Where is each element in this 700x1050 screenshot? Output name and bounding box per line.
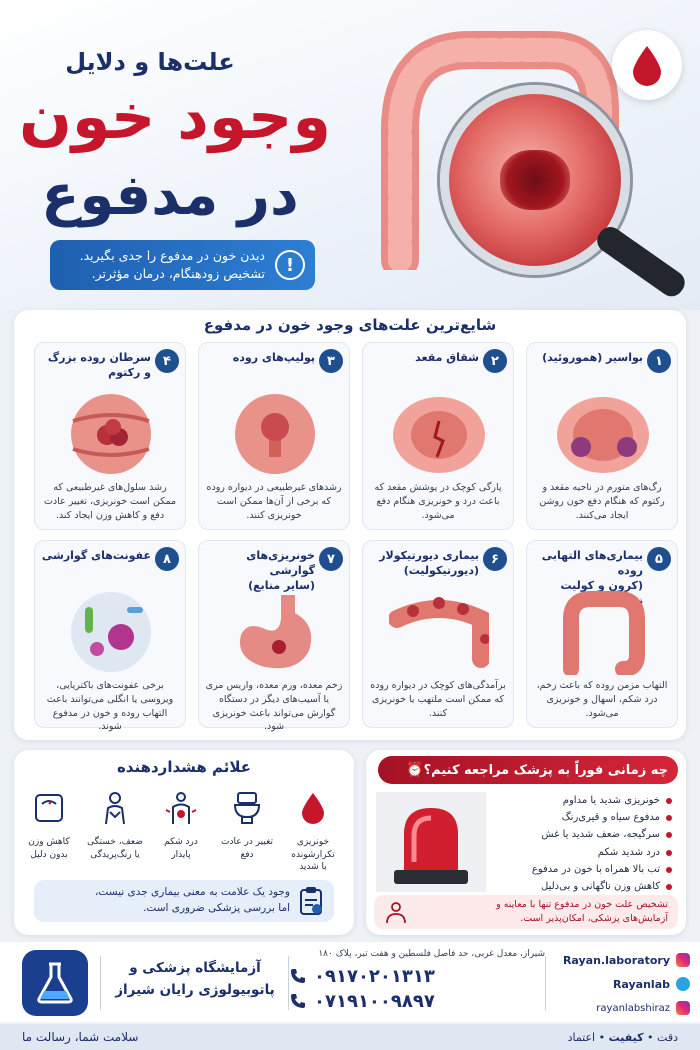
- sign-label-line1: ضعف، خستگی: [87, 837, 143, 847]
- doctor-icon: [384, 900, 408, 924]
- diverticula-icon: [389, 589, 489, 675]
- cause-card-3: [198, 342, 350, 530]
- card-title: بواسیر (هموروئید): [542, 351, 643, 364]
- cause-card-5: [526, 540, 678, 728]
- scale-icon: [31, 790, 67, 826]
- sign-label: [84, 836, 146, 861]
- warning-signs-section: [14, 750, 354, 935]
- card-description: رشدهای غیرطبیعی در دیواره روده که برخی از آن‌ها ممکن است خونریزی کنند.: [206, 482, 342, 521]
- when-footer-line1: تشخیص علت خون در مدفوع تنها با معاینه و: [496, 899, 668, 911]
- sign-label: [216, 836, 278, 861]
- card-title-line1: بیماری دیورتیکولار: [379, 549, 479, 562]
- sign-label-line2: یا شدید: [299, 862, 327, 873]
- card-title-line1: خونریزی‌های گوارشی: [246, 549, 315, 577]
- sign-label-line1: کاهش وزن: [28, 837, 70, 847]
- sign-item: [216, 790, 278, 861]
- alert-line1: دیدن خون در مدفوع را جدی بگیرید.: [79, 247, 265, 263]
- address: شیراز، معدل غربی، حد فاصل فلسطین و هفت تیر، پلاک ۱۸۰: [318, 949, 545, 959]
- causes-title: شایع‌ترین علت‌های وجود خون در مدفوع: [203, 316, 497, 334]
- note-line2: اما بررسی پزشکی ضروری است.: [143, 902, 290, 914]
- sign-label-line2: پایدار: [171, 849, 191, 860]
- card-title-line2: (کرون و کولیت زخمی): [560, 578, 643, 607]
- footer: [0, 942, 700, 1022]
- card-number: ۸: [155, 547, 179, 571]
- card-description: پارگی کوچک در پوشش مقعد که باعث درد و خونریزی هنگام دفع می‌شود.: [374, 482, 502, 521]
- social-links: [550, 948, 690, 1020]
- alert-line2: تشخیص زودهنگام، درمان مؤثرتر.: [91, 266, 265, 281]
- sign-label: [18, 836, 80, 861]
- alert-text: [80, 247, 265, 283]
- sign-label: [282, 836, 344, 874]
- when-to-see-doctor-section: [366, 750, 686, 935]
- card-title: [367, 549, 479, 579]
- when-list: [482, 792, 672, 895]
- card-number: ۱: [647, 349, 671, 373]
- when-footer-line2: آزمایش‌های پزشکی، امکان‌پذیر است.: [520, 913, 668, 924]
- phone-row[interactable]: [290, 966, 545, 987]
- lab-logo: [22, 950, 88, 1016]
- abdominal-pain-icon: [163, 790, 199, 826]
- signs-title: علائم هشداردهنده: [116, 758, 252, 776]
- card-number: ۳: [319, 349, 343, 373]
- list-item: مدفوع سیاه و قیری‌رنگ: [482, 809, 672, 826]
- list-item: خونریزی شدید یا مداوم: [482, 792, 672, 809]
- instagram-icon: [676, 953, 690, 967]
- sign-item: [18, 790, 80, 861]
- sign-item: [150, 790, 212, 861]
- when-footer-text: [408, 898, 668, 926]
- sign-item: [282, 790, 344, 874]
- phone-icon: [290, 993, 306, 1009]
- sign-label: [150, 836, 212, 861]
- exclamation-icon: !: [275, 250, 305, 280]
- list-item: تب بالا همراه با خون در مدفوع: [482, 861, 672, 878]
- phone-number-1: ۰۹۱۷۰۲۰۱۳۱۳: [314, 965, 435, 987]
- divider: [100, 956, 101, 1010]
- sign-item: [84, 790, 146, 861]
- cause-card-2: [362, 342, 514, 530]
- sign-label-line2: یا رنگ‌پریدگی: [90, 849, 140, 860]
- card-number: ۷: [319, 547, 343, 571]
- sign-label-line2: دفع: [240, 849, 254, 860]
- contact-info: [290, 948, 545, 1012]
- cause-card-4: [34, 342, 186, 530]
- values-post: • اعتماد: [567, 1030, 609, 1044]
- tumor-icon: [61, 391, 161, 477]
- when-footer: [374, 895, 678, 929]
- alarm-icon: ⏰: [406, 762, 424, 778]
- divider: [288, 956, 289, 1010]
- telegram-icon: [676, 977, 690, 991]
- card-description: زخم معده، ورم معده، واریس مری یا آسیب‌های دیگر در دستگاه گوارش می‌تواند باعث خونریزی شود.: [205, 680, 343, 733]
- siren-icon: [376, 792, 486, 892]
- note-text: [95, 885, 290, 917]
- slogan: سلامت شما، رسالت ما: [22, 1030, 139, 1044]
- instagram-link-2[interactable]: [550, 996, 690, 1020]
- card-number: ۵: [647, 547, 671, 571]
- telegram-handle: Rayanlab: [612, 977, 670, 991]
- hero-title-line2: در مدفوع: [41, 163, 299, 228]
- toilet-icon: [229, 790, 265, 826]
- cause-card-8: [34, 540, 186, 733]
- when-header: [378, 756, 678, 784]
- bacteria-icon: [61, 589, 161, 675]
- fatigue-icon: [97, 790, 133, 826]
- card-title: [203, 549, 315, 594]
- hero-subtitle: علت‌ها و دلایل: [65, 48, 235, 76]
- phone-row[interactable]: [290, 991, 545, 1012]
- sign-label-line1: درد شکم: [164, 837, 198, 847]
- hemorrhoid-icon: [553, 391, 653, 477]
- card-description: رشد سلول‌های غیرطبیعی که ممکن است خونریزی، تغییر عادت دفع و کاهش وزن ایجاد کند.: [43, 482, 177, 521]
- card-title-line2: (دیورتیکولیت): [403, 563, 479, 577]
- card-title: شقاق مقعد: [415, 351, 479, 364]
- values-text: [568, 1031, 678, 1044]
- cause-card-7: [198, 540, 350, 733]
- cause-card-6: [362, 540, 514, 728]
- lab-name-line1: آزمایشگاه پزشکی و: [129, 960, 261, 976]
- sign-label-line1: خونریزی تکرارشونده: [291, 837, 335, 860]
- card-title: پولیپ‌های روده: [232, 351, 315, 364]
- cause-card-1: [526, 342, 678, 530]
- clipboard-icon: [298, 886, 324, 916]
- card-title: سرطان روده بزرگ و رکتوم: [47, 351, 151, 379]
- list-item: کاهش وزن ناگهانی و بی‌دلیل: [482, 878, 672, 895]
- flask-icon: [35, 961, 75, 1005]
- lab-name-line2: پاتوبیولوژی رایان شیراز: [115, 981, 275, 998]
- note-box: [34, 880, 334, 922]
- polyp-icon: [225, 391, 325, 477]
- instagram-icon: [676, 1001, 690, 1015]
- card-number: ۴: [155, 349, 179, 373]
- when-title: چه زمانی فوراً به پزشک مراجعه کنیم؟: [423, 762, 668, 778]
- blood-drop-badge: [612, 30, 682, 100]
- card-description: برآمدگی‌های کوچک در دیواره روده که ممکن است ملتهب یا خونریزی کنند.: [370, 680, 506, 719]
- phone-icon: [290, 968, 306, 984]
- blood-drop-icon: [630, 44, 664, 86]
- card-title: عفونت‌های گوارشی: [41, 549, 151, 562]
- causes-section: [14, 310, 686, 740]
- values-pre: دقت •: [643, 1030, 678, 1044]
- list-item: درد شدید شکم: [482, 844, 672, 861]
- instagram-link[interactable]: [550, 948, 690, 972]
- telegram-link[interactable]: [550, 972, 690, 996]
- hero-title-line1: وجود خون: [19, 80, 331, 153]
- list-item: سرگیجه، ضعف شدید یا غش: [482, 826, 672, 843]
- lab-name: [110, 958, 280, 1001]
- bleeding-spot: [500, 150, 570, 210]
- instagram-handle-2: rayanlabshiraz: [596, 1002, 670, 1014]
- card-description: التهاب مزمن روده که باعث زخم، درد شکم، اسهال و خونریزی می‌شود.: [536, 680, 668, 719]
- stomach-icon: [225, 589, 325, 675]
- divider: [545, 956, 546, 1010]
- fissure-icon: [389, 391, 489, 477]
- card-description: رگ‌های متورم در ناحیه مقعد و رکتوم که هنگام دفع خون روشن ایجاد می‌کنند.: [539, 482, 665, 521]
- card-title-line1: بیماری‌های التهابی روده: [541, 549, 643, 577]
- card-number: ۲: [483, 349, 507, 373]
- sign-label-line1: تغییر در عادت: [221, 837, 273, 847]
- instagram-handle: Rayan.laboratory: [562, 953, 670, 967]
- sign-label-line2: بدون دلیل: [30, 849, 68, 860]
- card-number: ۶: [483, 547, 507, 571]
- card-description: برخی عفونت‌های باکتریایی، ویروسی یا انگلی می‌توانند باعث التهاب روده و خون در مدفوع شوند.: [46, 680, 174, 733]
- card-title-line2: (سایر منابع): [248, 578, 315, 592]
- hero-section: [0, 0, 700, 310]
- alert-box: [50, 240, 315, 290]
- phone-number-2: ۰۷۱۹۱۰۰۹۸۹۷: [314, 990, 435, 1012]
- blood-drop-icon: [295, 790, 331, 826]
- note-line1: وجود یک علامت به معنی بیماری جدی نیست،: [95, 886, 290, 899]
- bottom-bar: [0, 1024, 700, 1050]
- values-bold: کیفیت: [608, 1030, 644, 1044]
- colon-icon: [553, 589, 653, 675]
